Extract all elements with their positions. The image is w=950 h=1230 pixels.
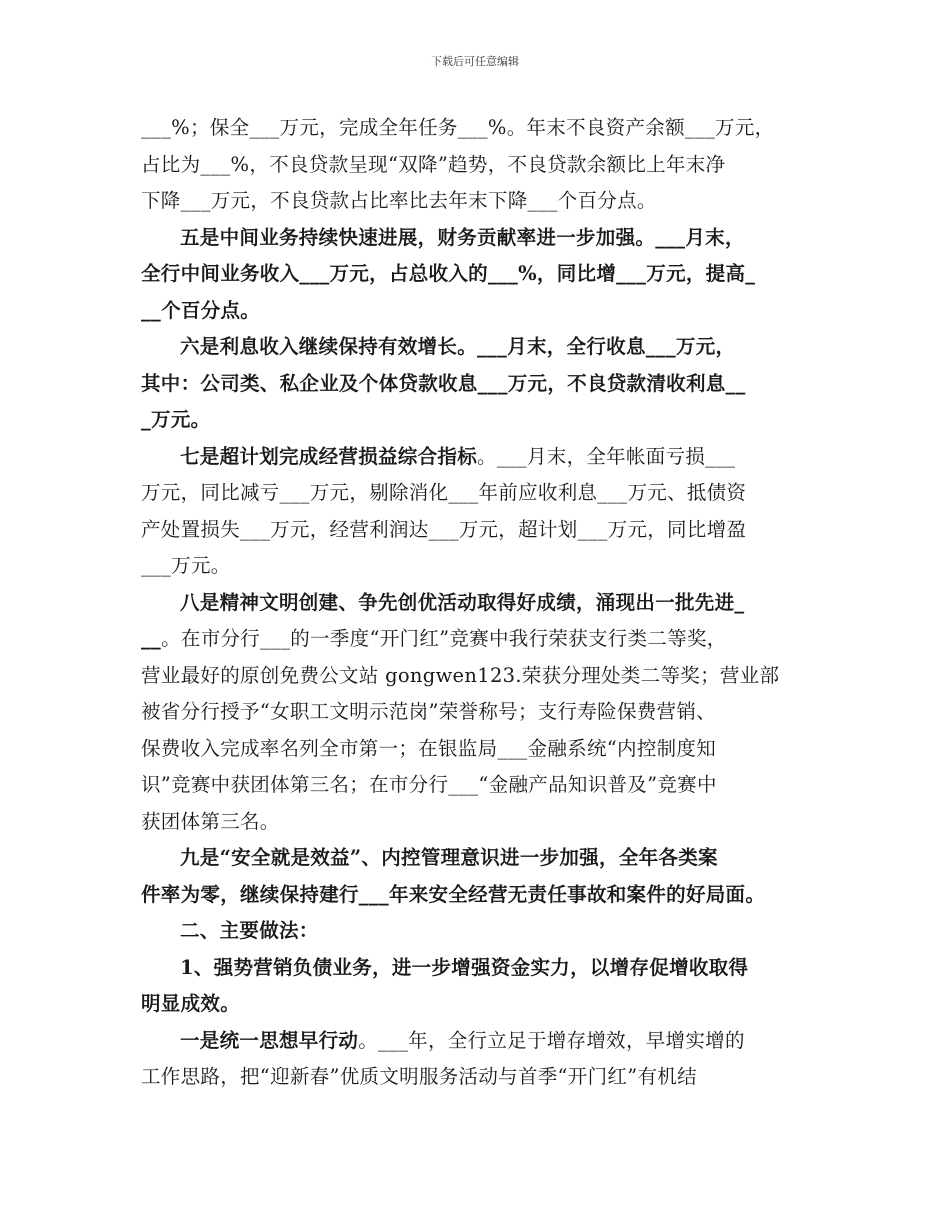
bold-text: 八是精神文明创建、争先创优活动取得好成绩，涌现出一批先进_	[180, 590, 745, 614]
text-line	[141, 877, 811, 914]
text-line	[141, 475, 811, 512]
body-text: 被省分行授予“女职工文明示范岗”荣誉称号；支行寿险保费营销、	[141, 700, 716, 723]
paragraph-p-one	[141, 1023, 811, 1096]
body-text: 保费收入完成率名列全市第一；在银监局___金融系统“内控制度知	[141, 736, 717, 760]
body-text: ___%；保全___万元，完成全年任务___%。年末不良资产余额___万元，	[141, 116, 775, 139]
text-line	[141, 804, 811, 841]
text-line	[141, 621, 811, 658]
text-line	[141, 986, 811, 1023]
bold-text: 全行中间业务收入___万元，占总收入的___%，同比增___万元，提高_	[141, 262, 756, 285]
bold-text: 件率为零，继续保持建行___年来安全经营无责任事故和案件的好局面。	[141, 882, 766, 906]
paragraph-p-6	[141, 329, 811, 439]
paragraph-p-7	[141, 439, 811, 585]
text-line	[141, 950, 811, 987]
body-text: 下降___万元，不良贷款占比率比去年末下降___个百分点。	[141, 189, 657, 212]
text-line	[141, 1023, 811, 1060]
paragraph-p-1	[141, 950, 811, 1023]
text-line	[141, 183, 811, 220]
body-text: ___万元。	[141, 554, 231, 577]
text-line	[141, 694, 811, 731]
bold-text: 七是超计划完成经营损益综合指标	[180, 444, 478, 468]
bold-text: 1、强势营销负债业务，进一步增强资金实力，以增存促增收取得	[180, 955, 749, 979]
page-header: 下载后可任意编辑	[431, 55, 519, 68]
text-line	[141, 548, 811, 585]
text-line	[141, 220, 811, 257]
paragraph-p-9	[141, 840, 811, 913]
body-text: 占比为___%，不良贷款呈现“双降”趋势，不良贷款余额比上年末净	[141, 152, 726, 176]
paragraph-p-sec2	[141, 913, 811, 950]
document-body	[141, 110, 811, 1096]
text-line	[141, 913, 811, 950]
paragraph-p-8	[141, 585, 811, 841]
text-line	[141, 439, 811, 476]
body-text: 识”竞赛中获团体第三名；在市分行___“金融产品知识普及”竞赛中	[141, 773, 717, 796]
bold-text: 九是“安全就是效益”、内控管理意识进一步加强，全年各类案	[180, 846, 718, 869]
text-line	[141, 329, 811, 366]
text-line	[141, 402, 811, 439]
body-text: 获团体第三名。	[141, 809, 280, 833]
body-text: 产处置损失___万元，经营利润达___万元，超计划___万元，同比增盈	[141, 517, 747, 541]
body-text: 。在市分行___的一季度“开门红”竞赛中我行荣获支行类二等奖，	[161, 627, 727, 650]
bold-text: 五是中间业务持续快速进展，财务贡献率进一步加强。___月末，	[180, 225, 745, 249]
body-text: 。___年，全行立足于增存增效，早增实增的	[358, 1028, 745, 1052]
bold-text: 六是利息收入继续保持有效增长。___月末，全行收息___万元，	[180, 335, 736, 358]
bold-text: __	[141, 627, 162, 650]
bold-text: 其中：公司类、私企业及个体贷款收息___万元，不良贷款清收利息__	[141, 371, 746, 395]
bold-text: 一是统一思想早行动	[180, 1028, 359, 1052]
text-line	[141, 512, 811, 549]
text-line	[141, 1059, 811, 1096]
paragraph-p-5	[141, 220, 811, 330]
text-line	[141, 658, 811, 695]
paragraph-p-cont	[141, 110, 811, 220]
bold-text: 明显成效。	[141, 992, 241, 1015]
text-line	[141, 147, 811, 184]
text-line	[141, 585, 811, 622]
text-line	[141, 767, 811, 804]
body-text: 万元，同比减亏___万元，剔除消化___年前应收利息___万元、抵债资	[141, 481, 747, 504]
text-line	[141, 840, 811, 877]
bold-text: __个百分点。	[141, 298, 261, 322]
text-line	[141, 256, 811, 293]
text-line	[141, 366, 811, 403]
body-text: 。___月末，全年帐面亏损___	[477, 444, 736, 468]
text-line	[141, 731, 811, 768]
text-line	[141, 110, 811, 147]
text-line	[141, 293, 811, 330]
bold-text: 二、主要做法：	[180, 919, 319, 942]
body-text: 工作思路，把“迎新春”优质文明服务活动与首季“开门红”有机结	[141, 1065, 697, 1088]
bold-text: _万元。	[141, 408, 211, 431]
body-text: 营业最好的原创免费公文站 gongwen123.荣获分理处类二等奖；营业部	[141, 663, 780, 687]
